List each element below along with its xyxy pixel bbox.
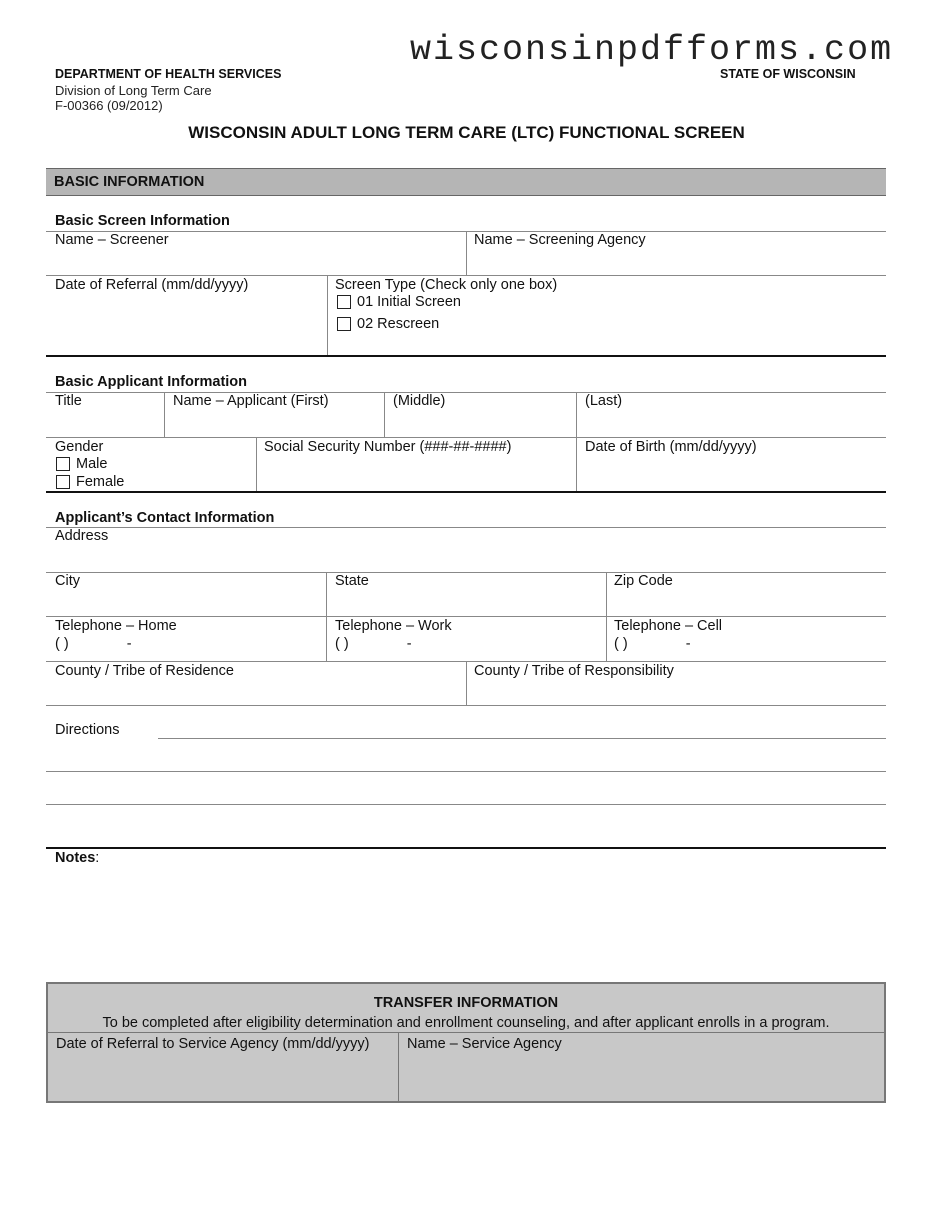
area-code-parens: ( ) (614, 636, 628, 652)
notes-label-text: Notes (55, 850, 96, 866)
notes-area[interactable] (46, 870, 886, 970)
divider (46, 527, 886, 528)
ssn-field[interactable]: Social Security Number (###-##-####) (264, 439, 512, 455)
telephone-work-label: Telephone – Work (335, 618, 452, 634)
state-field[interactable]: State (335, 573, 369, 589)
divider (46, 275, 886, 276)
watermark: wisconsinpdfforms.com (410, 30, 894, 70)
divider (398, 1032, 399, 1101)
transfer-title: TRANSFER INFORMATION (373, 995, 559, 1011)
male-checkbox[interactable] (56, 457, 70, 471)
divider (46, 847, 886, 849)
divider (466, 231, 467, 276)
divider (327, 275, 328, 356)
rescreen-label: 02 Rescreen (357, 316, 440, 332)
department-name: DEPARTMENT OF HEALTH SERVICES (55, 67, 282, 81)
divider (576, 392, 577, 492)
title-field[interactable]: Title (55, 393, 82, 409)
area-code-parens: ( ) (335, 636, 349, 652)
telephone-home-field[interactable] (55, 636, 132, 652)
divider (466, 661, 467, 706)
telephone-cell-field[interactable] (614, 636, 691, 652)
notes-label (55, 850, 99, 866)
middle-name-field[interactable]: (Middle) (393, 393, 446, 409)
phone-dash: - (406, 636, 412, 652)
first-name-field[interactable]: Name – Applicant (First) (173, 393, 329, 409)
notes-colon: : (95, 850, 100, 866)
telephone-cell-label: Telephone – Cell (614, 618, 723, 634)
section-basic-information (46, 168, 886, 196)
divider (606, 572, 607, 662)
male-label: Male (76, 456, 108, 472)
state-name: STATE OF WISCONSIN (720, 67, 856, 81)
telephone-home-label: Telephone – Home (55, 618, 177, 634)
county-residence-field[interactable]: County / Tribe of Residence (55, 663, 234, 679)
initial-screen-checkbox[interactable] (337, 295, 351, 309)
rescreen-checkbox[interactable] (337, 317, 351, 331)
form-number: F-00366 (09/2012) (55, 98, 163, 113)
form-title: WISCONSIN ADULT LONG TERM CARE (LTC) FUNCTIONAL SCREEN (188, 123, 745, 142)
zip-code-field[interactable]: Zip Code (614, 573, 673, 589)
city-field[interactable]: City (55, 573, 80, 589)
telephone-work-field[interactable] (335, 636, 412, 652)
divider (326, 572, 327, 662)
divider (384, 392, 385, 438)
divider (48, 1032, 884, 1033)
divider (46, 437, 886, 438)
name-screening-agency-field[interactable]: Name – Screening Agency (474, 232, 646, 248)
county-responsibility-field[interactable]: County / Tribe of Responsibility (474, 663, 674, 679)
name-screener-field[interactable]: Name – Screener (55, 232, 169, 248)
basic-screen-heading: Basic Screen Information (55, 213, 230, 229)
divider (46, 616, 886, 617)
division-name: Division of Long Term Care (55, 83, 212, 98)
initial-screen-label: 01 Initial Screen (357, 294, 461, 310)
divider (46, 572, 886, 573)
phone-dash: - (126, 636, 132, 652)
screen-type-label: Screen Type (Check only one box) (335, 277, 558, 293)
transfer-date-referral-field[interactable]: Date of Referral to Service Agency (mm/dd/yyyy) (56, 1036, 370, 1052)
transfer-instructions: To be completed after eligibility determination and enrollment counseling, and after applicant enrolls in a program. (102, 1015, 830, 1031)
divider (46, 705, 886, 706)
address-field[interactable]: Address (55, 528, 109, 544)
directions-line-1[interactable] (158, 738, 886, 739)
divider (256, 437, 257, 492)
gender-label: Gender (55, 439, 104, 455)
divider (46, 392, 886, 393)
directions-line-2[interactable] (46, 771, 886, 772)
contact-info-heading: Applicant’s Contact Information (55, 510, 275, 526)
divider (164, 392, 165, 438)
date-of-referral-field[interactable]: Date of Referral (mm/dd/yyyy) (55, 277, 249, 293)
female-checkbox[interactable] (56, 475, 70, 489)
phone-dash: - (685, 636, 691, 652)
area-code-parens: ( ) (55, 636, 69, 652)
transfer-information-box (46, 982, 886, 1103)
directions-label: Directions (55, 722, 120, 738)
female-label: Female (76, 474, 125, 490)
service-agency-name-field[interactable]: Name – Service Agency (407, 1036, 562, 1052)
divider (46, 355, 886, 357)
directions-line-3[interactable] (46, 804, 886, 805)
section-title: BASIC INFORMATION (54, 174, 205, 190)
applicant-info-heading: Basic Applicant Information (55, 374, 248, 390)
divider (46, 491, 886, 493)
last-name-field[interactable]: (Last) (585, 393, 623, 409)
date-of-birth-field[interactable]: Date of Birth (mm/dd/yyyy) (585, 439, 757, 455)
